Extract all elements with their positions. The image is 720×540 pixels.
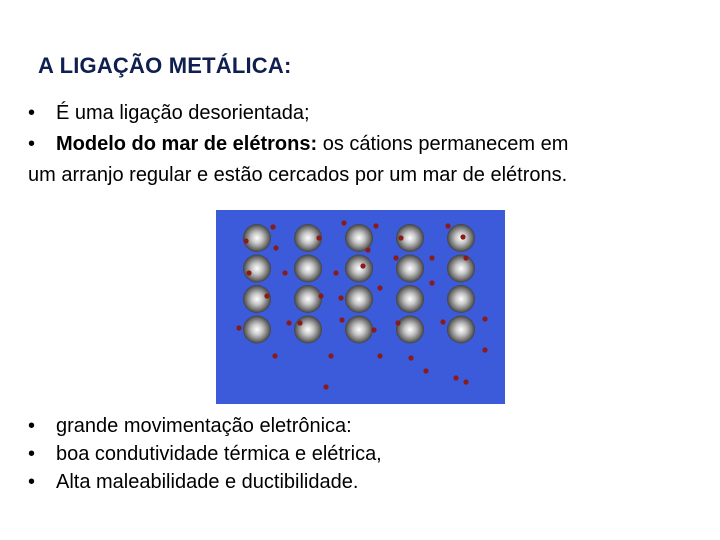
electron-dot [333,270,338,275]
electron-dot [463,379,468,384]
electron-dot [272,353,277,358]
electron-dot [318,293,323,298]
electron-dot [398,235,403,240]
electron-dot [360,263,365,268]
cation-sphere [345,316,373,344]
electron-dot [377,285,382,290]
electron-dot [328,353,333,358]
properties-list [28,412,382,496]
bullet-item-mar-de-eletrons [28,129,708,160]
electron-dot [393,255,398,260]
bullet-marker: • [28,133,36,155]
electron-dot [482,316,487,321]
electron-dot [371,327,376,332]
electron-dot [453,375,458,380]
bullet-bold-term: Modelo do mar de elétrons: [56,133,318,155]
electron-dot [395,320,400,325]
electron-dot [236,325,241,330]
property-item [28,440,382,468]
electron-dot [339,317,344,322]
intro-bullets [28,98,708,191]
electron-dot [423,368,428,373]
cation-sphere [396,255,424,283]
cation-sphere [243,224,271,252]
bullet-marker: • [28,471,36,493]
cation-sphere [345,285,373,313]
property-item [28,412,382,440]
electron-dot [365,247,370,252]
electron-dot [445,223,450,228]
electron-dot [341,220,346,225]
electron-dot [273,245,278,250]
electron-dot [377,353,382,358]
property-text: boa condutividade térmica e elétrica, [56,443,382,465]
electron-dot [323,384,328,389]
electron-dot [373,223,378,228]
cation-sphere [294,285,322,313]
bullet-marker: • [28,443,36,465]
electron-dot [460,234,465,239]
electron-dot [338,295,343,300]
cation-lattice-image [216,210,505,404]
electron-dot [482,347,487,352]
electron-sea-illustration [216,210,505,404]
cation-sphere [345,255,373,283]
cation-sphere [294,316,322,344]
electron-dot [243,238,248,243]
cation-sphere [447,255,475,283]
electron-dot [316,235,321,240]
electron-dot [429,280,434,285]
electron-dot [297,320,302,325]
cation-sphere [447,316,475,344]
electron-dot [264,293,269,298]
slide-title: A LIGAÇÃO METÁLICA: [38,53,292,78]
property-item [28,468,382,496]
bullet-text: É uma ligação desorientada; [56,102,310,124]
electron-dot [286,320,291,325]
electron-dot [440,319,445,324]
cation-sphere [396,316,424,344]
electron-dot [463,255,468,260]
electron-dot [408,355,413,360]
bullet-continuation: um arranjo regular e estão cercados por um mar de elétrons. [28,164,568,186]
bullet-item-desorientada [28,98,708,129]
property-text: Alta maleabilidade e ductibilidade. [56,471,359,493]
property-text: grande movimentação eletrônica: [56,415,352,437]
cation-sphere [447,285,475,313]
cation-sphere [243,285,271,313]
electron-dot [429,255,434,260]
cation-sphere [243,255,271,283]
bullet-marker: • [28,102,36,124]
electron-dot [282,270,287,275]
bullet-marker: • [28,415,36,437]
cation-sphere [243,316,271,344]
electron-dot [270,224,275,229]
electron-dot [246,270,251,275]
cation-sphere [294,255,322,283]
cation-sphere [396,285,424,313]
bullet-text: os cátions permanecem em [317,133,569,155]
